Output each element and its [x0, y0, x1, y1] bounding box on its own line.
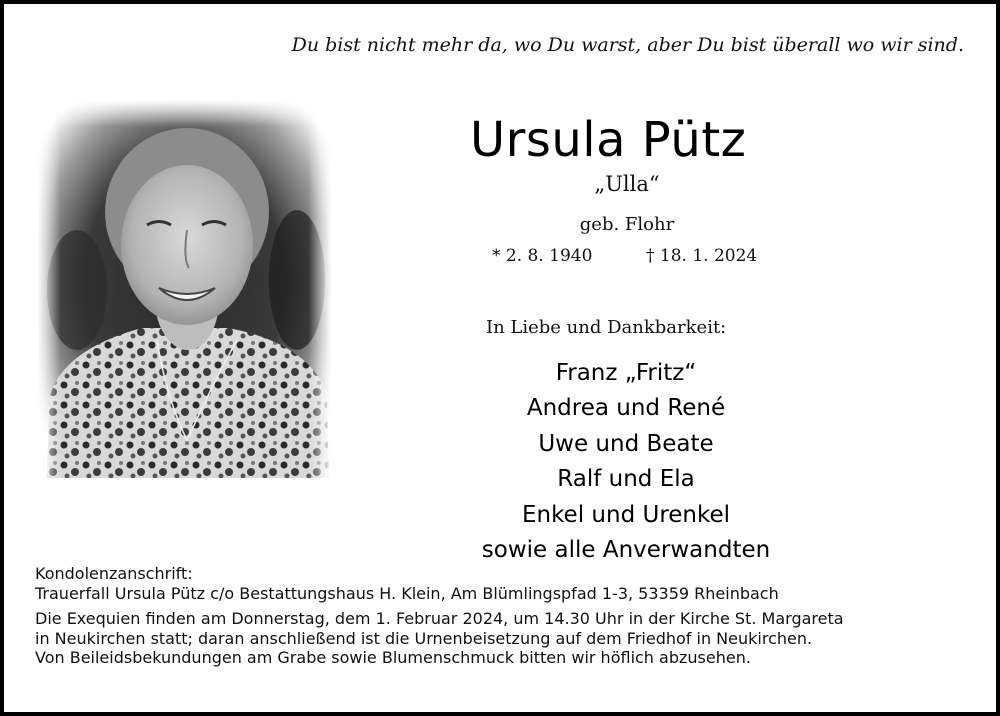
death-date: † 18. 1. 2024 — [646, 246, 758, 266]
funeral-info-line: Die Exequien finden am Donnerstag, dem 1. Februar 2024, um 14.30 Uhr in der Kirche St. Margareta — [35, 609, 844, 629]
mourner-item: Enkel und Urenkel — [521, 501, 731, 528]
portrait-photo — [37, 100, 332, 478]
motto: Du bist nicht mehr da, wo Du warst, aber Du bist überall wo wir sind. — [291, 34, 964, 56]
footer-info — [35, 564, 844, 668]
obituary-notice — [4, 4, 996, 712]
deceased-born-name: geb. Flohr — [579, 214, 675, 235]
condolence-address: Trauerfall Ursula Pütz c/o Bestattungshaus H. Klein, Am Blümlingspfad 1-3, 53359 Rheinbach — [35, 583, 779, 603]
deceased-nickname: „Ulla“ — [594, 172, 660, 196]
mourner-item: sowie alle Anverwandten — [481, 537, 771, 564]
mourner-item: Franz „Fritz“ — [555, 360, 697, 386]
funeral-info-line: Von Beileidsbekundungen am Grabe sowie Blumenschmuck bitten wir höflich abzusehen. — [35, 648, 751, 668]
condolence-label: Kondolenzanschrift: — [35, 564, 193, 583]
mourner-item: Andrea und René — [526, 395, 726, 422]
mourners-intro: In Liebe und Dankbarkeit: — [486, 317, 727, 338]
birth-date: * 2. 8. 1940 — [492, 246, 593, 266]
mourner-item: Ralf und Ela — [557, 466, 695, 493]
mourners-list — [424, 356, 828, 568]
deceased-name: Ursula Pütz — [470, 112, 747, 168]
mourner-item: Uwe und Beate — [538, 430, 714, 457]
funeral-info-line: in Neukirchen statt; daran anschließend ist die Urnenbeisetzung auf dem Friedhof in Neukirchen. — [35, 628, 813, 648]
